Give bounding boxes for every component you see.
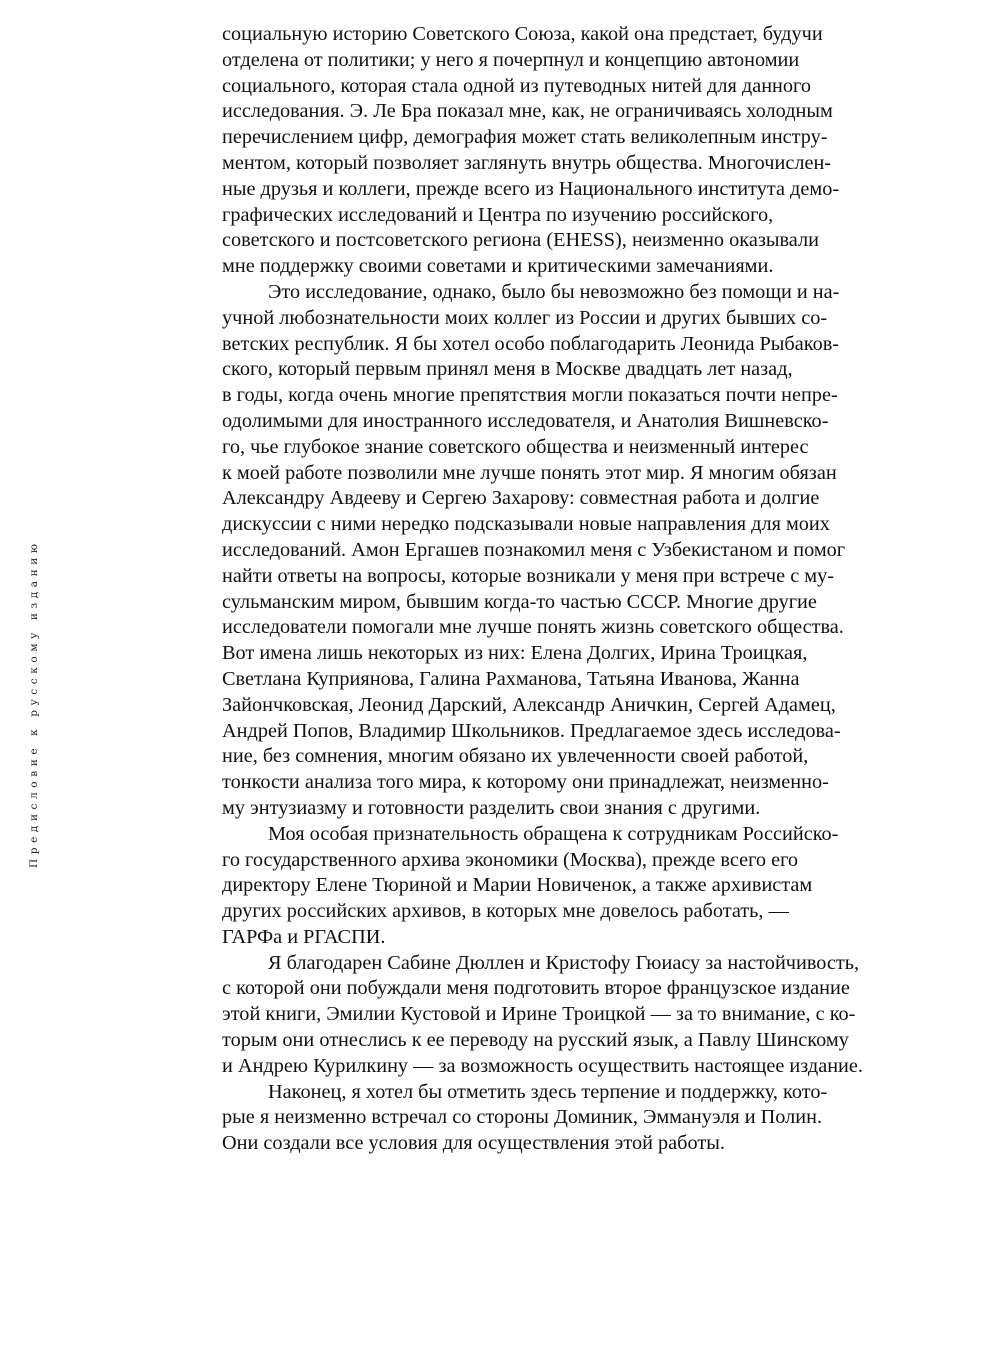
- text-line: найти ответы на вопросы, которые возникали у меня при встрече с му-: [222, 564, 835, 587]
- text-line: социального, которая стала одной из путеводных нитей для данного: [222, 74, 811, 97]
- text-line: торым они отнеслись к ее переводу на русский язык, а Павлу Шинскому: [222, 1029, 849, 1052]
- text-line: перечислением цифр, демография может стать великолепным инстру-: [222, 126, 828, 149]
- text-line: го государственного архива экономики (Москва), прежде всего его: [222, 848, 799, 871]
- text-line: Они создали все условия для осуществления этой работы.: [222, 1132, 725, 1155]
- text-line: Светлана Куприянова, Галина Рахманова, Татьяна Иванова, Жанна: [222, 667, 800, 690]
- text-line: Александру Авдееву и Сергею Захарову: совместная работа и долгие: [222, 487, 820, 510]
- text-line: Андрей Попов, Владимир Школьников. Предлагаемое здесь исследова-: [222, 719, 841, 742]
- text-line: отделена от политики; у него я почерпнул и концепцию автономии: [222, 48, 800, 71]
- text-line: этой книги, Эмилии Кустовой и Ирине Троицкой — за то внимание, с ко-: [222, 1003, 856, 1026]
- text-line: сульманским миром, бывшим когда-то частью СССР. Многие другие: [222, 590, 817, 613]
- text-line: ГАРФа и РГАСПИ.: [222, 925, 386, 948]
- text-line: исследователи помогали мне лучше понять жизнь советского общества.: [222, 616, 844, 639]
- text-line: других российских архивов, в которых мне довелось работать, —: [222, 900, 789, 923]
- text-line: и Андрею Курилкину — за возможность осуществить настоящее издание.: [222, 1054, 863, 1077]
- text-line: одолимыми для иностранного исследователя, и Анатолия Вишневско-: [222, 409, 829, 432]
- text-line: Моя особая признательность обращена к сотрудникам Российско-: [268, 822, 839, 845]
- text-line: мне поддержку своими советами и критическими замечаниями.: [222, 255, 774, 278]
- text-line: Зайончковская, Леонид Дарский, Александр Аничкин, Сергей Адамец,: [222, 693, 836, 716]
- running-head: Предисловие к русскому изданию: [28, 539, 40, 868]
- text-line: графических исследований и Центра по изучению российского,: [222, 203, 774, 226]
- main-text: [222, 22, 872, 1157]
- paragraph: [222, 280, 872, 822]
- paragraph: [222, 22, 872, 280]
- text-line: социальную историю Советского Союза, какой она предстает, будучи: [222, 23, 823, 45]
- text-line: к моей работе позволили мне лучше понять этот мир. Я многим обязан: [222, 461, 837, 484]
- paragraph: [222, 1080, 872, 1157]
- text-line: Это исследование, однако, было бы невозможно без помощи и на-: [268, 280, 840, 303]
- text-line: ние, без сомнения, многим обязано их увлеченности своей работой,: [222, 745, 809, 768]
- text-line: Вот имена лишь некоторых из них: Елена Долгих, Ирина Троицкая,: [222, 642, 808, 665]
- text-line: директору Елене Тюриной и Марии Новиченок, а также архивистам: [222, 874, 813, 897]
- text-line: тонкости анализа того мира, к которому они принадлежат, неизменно-: [222, 771, 829, 794]
- paragraph: [222, 822, 872, 951]
- text-line: ветских республик. Я бы хотел особо поблагодарить Леонида Рыбаков-: [222, 332, 840, 355]
- text-line: дискуссии с ними нередко подсказывали новые направления для моих: [222, 513, 830, 536]
- text-line: ментом, который позволяет заглянуть внутрь общества. Многочислен-: [222, 151, 832, 174]
- text-line: ского, который первым принял меня в Москве двадцать лет назад,: [222, 358, 793, 381]
- text-line: советского и постсоветского региона (EHESS), неизменно оказывали: [222, 229, 819, 252]
- text-line: исследования. Э. Ле Бра показал мне, как, не ограничиваясь холодным: [222, 100, 833, 123]
- text-line: исследований. Амон Ергашев познакомил меня с Узбекистаном и помог: [222, 538, 846, 561]
- text-line: ные друзья и коллеги, прежде всего из Национального института демо-: [222, 177, 840, 200]
- paragraph: [222, 951, 872, 1080]
- text-line: Я благодарен Сабине Дюллен и Кристофу Гюиасу за настойчивость,: [268, 951, 860, 974]
- text-line: учной любознательности моих коллег из России и других бывших со-: [222, 306, 828, 329]
- text-line: Наконец, я хотел бы отметить здесь терпение и поддержку, кото-: [268, 1080, 828, 1103]
- text-line: рые я неизменно встречал со стороны Доминик, Эммануэля и Полин.: [222, 1106, 823, 1129]
- text-line: с которой они побуждали меня подготовить второе французское издание: [222, 977, 850, 1000]
- text-line: в годы, когда очень многие препятствия могли показаться почти непре-: [222, 384, 838, 407]
- text-line: го, чье глубокое знание советского общества и неизменный интерес: [222, 435, 809, 458]
- text-line: му энтузиазму и готовности разделить свои знания с другими.: [222, 796, 761, 819]
